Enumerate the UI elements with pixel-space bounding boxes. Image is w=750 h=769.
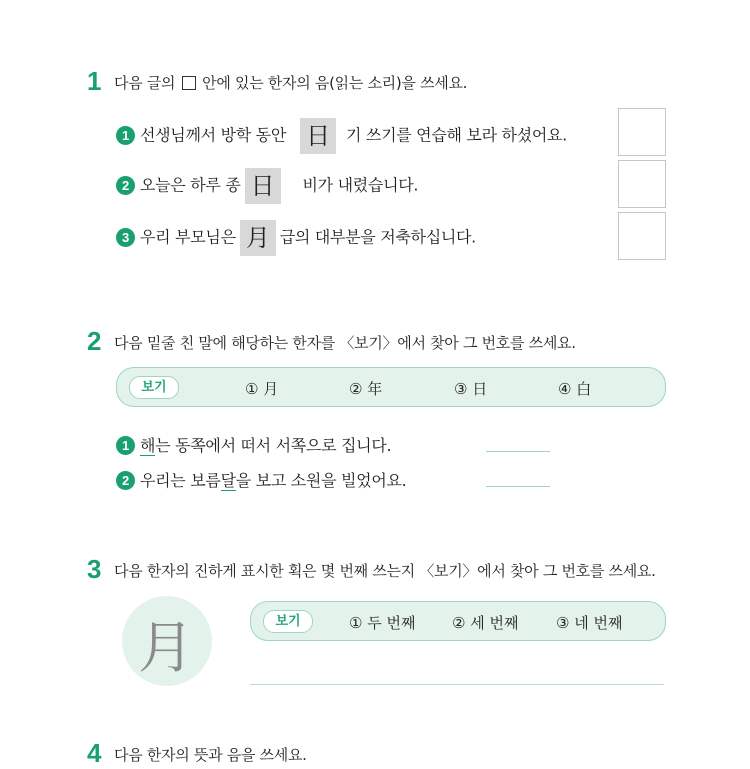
hanja-box: 日	[300, 118, 336, 154]
item-number-badge: 2	[116, 471, 135, 490]
q1-item-2-before: 오늘은 하루 종	[140, 175, 241, 195]
question-2-text: 다음 밑줄 친 말에 해당하는 한자를 〈보기〉에서 찾아 그 번호를 쓰세요.	[114, 334, 576, 352]
answer-blank-2[interactable]	[486, 486, 550, 487]
q1-item-1	[116, 118, 567, 154]
item-number-badge: 2	[116, 176, 135, 195]
question-3-number: 3	[87, 554, 102, 584]
empty-square-icon	[182, 76, 196, 90]
underlined-word: 달	[220, 471, 236, 490]
bogi-option-4: ④ 白	[558, 380, 592, 398]
question-4-number: 4	[87, 738, 102, 768]
q1-item-2-after: 비가 내렸습니다.	[302, 175, 419, 195]
question-4-text: 다음 한자의 뜻과 음을 쓰세요.	[114, 746, 307, 764]
answer-box-1[interactable]	[618, 108, 666, 156]
bogi-option-3: ③ 日	[454, 380, 488, 398]
answer-blank-1[interactable]	[486, 451, 550, 452]
question-1-text	[114, 72, 467, 93]
stroke-order-hanja: 月	[138, 616, 194, 681]
q2-item-2-rest: 을 보고 소원을 빌었어요.	[235, 471, 407, 490]
q1-item-3-before: 우리 부모님은	[140, 227, 236, 247]
answer-line-q3[interactable]	[250, 684, 664, 685]
item-number-badge: 3	[116, 228, 135, 247]
q2-item-1-rest: 는 동쪽에서 떠서 서쪽으로 집니다.	[155, 436, 392, 455]
answer-box-2[interactable]	[618, 160, 666, 208]
item-number-badge: 1	[116, 126, 135, 145]
bogi-label: 보기	[129, 376, 179, 399]
underlined-word: 해	[140, 436, 156, 455]
q1-item-3	[116, 220, 476, 256]
bogi-option-1: ① 月	[245, 380, 279, 398]
q2-item-2-before: 우리는 보름	[140, 471, 221, 490]
bogi-options-bar-2	[250, 601, 666, 641]
q1-item-3-after: 급의 대부분을 저축하십니다.	[279, 227, 476, 247]
bogi-label: 보기	[263, 610, 313, 633]
q1-item-2	[116, 168, 418, 204]
bogi-option-1: ① 두 번째	[349, 614, 416, 632]
q2-item-2	[116, 468, 406, 491]
answer-box-3[interactable]	[618, 212, 666, 260]
bogi-option-2: ② 年	[349, 380, 383, 398]
question-2-number: 2	[87, 326, 102, 356]
bogi-options-bar	[116, 367, 666, 407]
item-number-badge: 1	[116, 436, 135, 455]
question-1-number: 1	[87, 66, 102, 96]
q1-item-1-before: 선생님께서 방학 동안	[140, 125, 286, 145]
hanja-box: 月	[240, 220, 276, 256]
question-1-text-before: 다음 글의	[114, 74, 176, 92]
bogi-option-2: ② 세 번째	[452, 614, 519, 632]
bogi-option-3: ③ 네 번째	[556, 614, 623, 632]
q2-item-1	[116, 433, 391, 456]
question-1-text-after: 안에 있는 한자의 음(읽는 소리)을 쓰세요.	[202, 74, 468, 92]
q1-item-1-after: 기 쓰기를 연습해 보라 하셨어요.	[345, 125, 567, 145]
hanja-box: 日	[245, 168, 281, 204]
question-3-text: 다음 한자의 진하게 표시한 획은 몇 번째 쓰는지 〈보기〉에서 찾아 그 번호를 쓰세요.	[114, 562, 656, 580]
